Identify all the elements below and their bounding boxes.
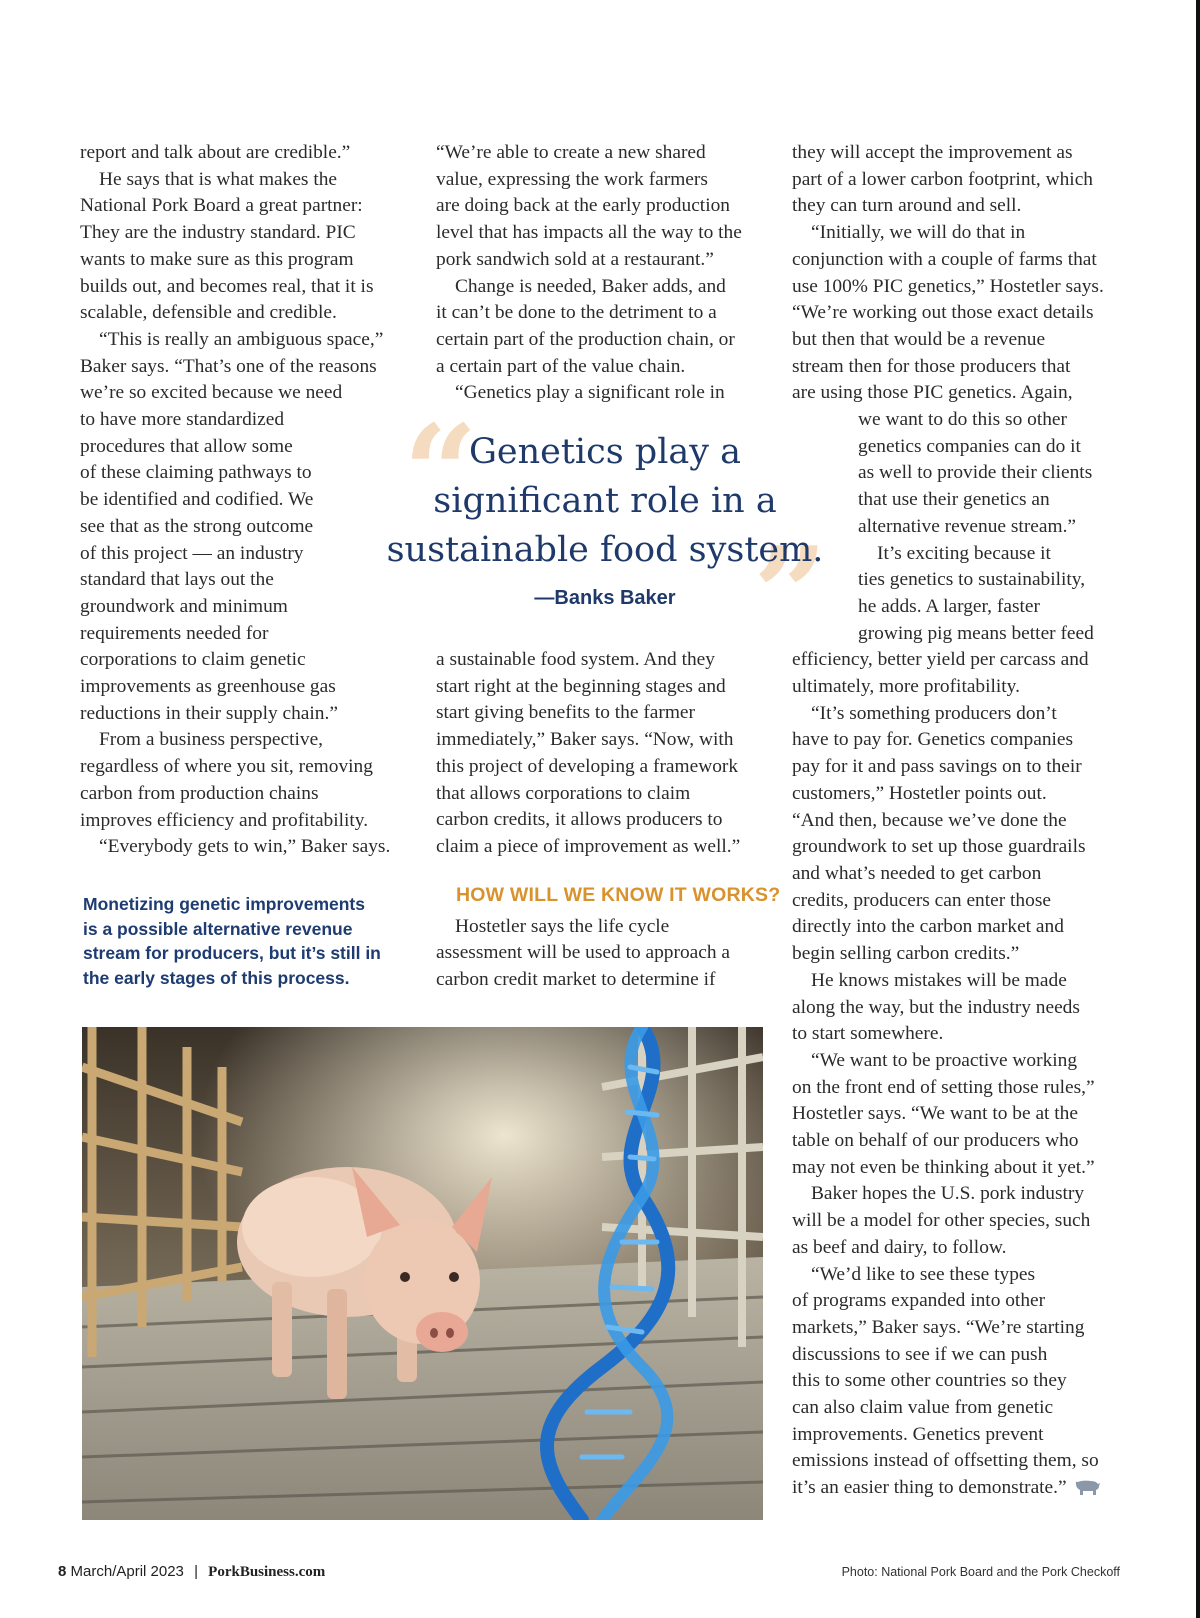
text-line: to start somewhere. xyxy=(792,1023,944,1045)
text-line: regardless of where you sit, removing xyxy=(80,756,373,778)
text-line: be identified and codified. We xyxy=(80,489,314,511)
article-column-1 xyxy=(80,140,410,861)
text-line: improvements as greenhouse gas xyxy=(80,676,336,698)
text-line: as well to provide their clients xyxy=(858,462,1093,484)
text-line: ultimately, more profitability. xyxy=(792,676,1020,698)
text-line: they will accept the improvement as xyxy=(792,142,1073,163)
text-line: start giving benefits to the farmer xyxy=(436,702,695,724)
text-line: this project of developing a framework xyxy=(436,755,739,777)
photo-credit: Photo: National Pork Board and the Pork Checkoff xyxy=(841,1565,1120,1579)
text-line: value, expressing the work farmers xyxy=(436,168,708,190)
article-column-3 xyxy=(792,140,1132,1502)
pull-quote-line: Genetics play a xyxy=(468,432,742,472)
text-line: “This is really an ambiguous space,” xyxy=(99,328,384,350)
text-line: From a business perspective, xyxy=(99,729,324,751)
text-line: claim a piece of improvement as well.” xyxy=(436,835,741,857)
text-line: He says that is what makes the xyxy=(99,168,338,190)
text-line: “We’re able to create a new shared xyxy=(436,142,706,163)
photo-caption xyxy=(83,892,393,990)
text-line: builds out, and becomes real, that it is xyxy=(80,275,374,297)
text-line: are doing back at the early production xyxy=(436,195,730,217)
pig-icon xyxy=(1073,1478,1101,1496)
text-line xyxy=(792,1475,1132,1502)
caption-line: Monetizing genetic improvements xyxy=(83,894,365,914)
text-line: pork sandwich sold at a restaurant.” xyxy=(436,248,714,270)
text-line: this to some other countries so they xyxy=(792,1370,1067,1392)
text-line: “We’re working out those exact details xyxy=(792,302,1094,324)
text-line: carbon credit market to determine if xyxy=(436,969,716,991)
text-line: scalable, defensible and credible. xyxy=(80,302,337,324)
article-column-2 xyxy=(436,140,766,407)
text-line: that allows corporations to claim xyxy=(436,782,691,804)
text-line: table on behalf of our producers who xyxy=(792,1130,1079,1152)
text-line: immediately,” Baker says. “Now, with xyxy=(436,729,734,751)
text-line: It’s exciting because it xyxy=(877,542,1051,564)
text-line: discussions to see if we can push xyxy=(792,1343,1048,1365)
text-line: reductions in their supply chain.” xyxy=(80,702,338,724)
text-line: and what’s needed to get carbon xyxy=(792,862,1042,884)
text-line: part of a lower carbon footprint, which xyxy=(792,168,1093,190)
text-line: a certain part of the value chain. xyxy=(436,355,686,377)
text-line: They are the industry standard. PIC xyxy=(80,222,356,244)
text-line: may not even be thinking about it yet.” xyxy=(792,1156,1095,1178)
text-line: of programs expanded into other xyxy=(792,1290,1046,1312)
footer-separator: | xyxy=(194,1563,198,1580)
text-line: Change is needed, Baker adds, and xyxy=(455,275,726,297)
text-line: certain part of the production chain, or xyxy=(436,328,735,350)
section-subhead: HOW WILL WE KNOW IT WORKS? xyxy=(456,884,781,906)
text-line: efficiency, better yield per carcass and xyxy=(792,649,1089,671)
text-line: that use their genetics an xyxy=(858,489,1050,511)
text-line: alternative revenue stream.” xyxy=(858,515,1077,537)
text-line: procedures that allow some xyxy=(80,435,293,457)
text-line: growing pig means better feed xyxy=(858,622,1094,644)
text-line: “Everybody gets to win,” Baker says. xyxy=(99,836,391,858)
pull-quote xyxy=(385,428,825,610)
text-line: National Pork Board a great partner: xyxy=(80,195,363,217)
caption-line: is a possible alternative revenue xyxy=(83,918,353,939)
text-line: “Genetics play a significant role in xyxy=(455,382,725,404)
text-line: markets,” Baker says. “We’re starting xyxy=(792,1316,1085,1338)
text-line: report and talk about are credible.” xyxy=(80,142,351,163)
close-quote-mark: ” xyxy=(753,518,828,671)
text-line: improvements. Genetics prevent xyxy=(792,1423,1044,1445)
text-line: see that as the strong outcome xyxy=(80,515,314,537)
text-line: Baker says. “That’s one of the reasons xyxy=(80,355,377,377)
text-line: as beef and dairy, to follow. xyxy=(792,1236,1007,1258)
text-line: start right at the beginning stages and xyxy=(436,675,726,697)
pull-quote-line: sustainable food system. xyxy=(386,530,824,570)
page-footer xyxy=(58,1563,325,1581)
text-line: begin selling carbon credits.” xyxy=(792,943,1020,965)
text-line: of this project — an industry xyxy=(80,542,304,564)
text-line: corporations to claim genetic xyxy=(80,649,306,671)
text-line: we’re so excited because we need xyxy=(80,382,343,404)
text-line: but then that would be a revenue xyxy=(792,328,1046,350)
text-line: ties genetics to sustainability, xyxy=(858,569,1086,591)
pull-quote-attribution: —Banks Baker xyxy=(534,587,676,609)
text-line: he adds. A larger, faster xyxy=(858,595,1040,617)
text-line: carbon from production chains xyxy=(80,782,319,804)
text-line: Hostetler says the life cycle xyxy=(455,915,670,937)
text-line: have to pay for. Genetics companies xyxy=(792,729,1074,751)
pig-dna-illustration xyxy=(82,1027,763,1520)
text-line: to have more standardized xyxy=(80,409,285,431)
site-name: PorkBusiness.com xyxy=(208,1564,326,1580)
text-line: use 100% PIC genetics,” Hostetler says. xyxy=(792,275,1104,297)
text-line: level that has impacts all the way to the xyxy=(436,222,742,244)
article-column-2-continued xyxy=(436,647,766,994)
text-line: stream then for those producers that xyxy=(792,355,1071,377)
caption-line: the early stages of this process. xyxy=(83,967,350,988)
text-line: standard that lays out the xyxy=(80,569,274,591)
text-line: “We’d like to see these types xyxy=(811,1263,1036,1285)
issue-date: March/April 2023 xyxy=(70,1563,184,1580)
text-line-content: it’s an easier thing to demonstrate.” xyxy=(792,1477,1067,1499)
text-line: groundwork to set up those guardrails xyxy=(792,836,1086,858)
text-line: it can’t be done to the detriment to a xyxy=(436,302,717,324)
text-line: genetics companies can do it xyxy=(858,435,1081,457)
caption-line: stream for producers, but it’s still in xyxy=(83,943,381,963)
open-quote-mark: “ xyxy=(403,396,478,549)
text-line: will be a model for other species, such xyxy=(792,1210,1091,1232)
text-line: of these claiming pathways to xyxy=(80,462,312,484)
page-edge-rule xyxy=(1196,0,1200,1618)
page-number: 8 xyxy=(58,1563,67,1580)
text-line: Baker hopes the U.S. pork industry xyxy=(811,1183,1085,1205)
text-line: conjunction with a couple of farms that xyxy=(792,248,1097,270)
text-line: “And then, because we’ve done the xyxy=(792,809,1067,831)
text-line: “Initially, we will do that in xyxy=(811,222,1026,244)
text-line: Hostetler says. “We want to be at the xyxy=(792,1103,1078,1125)
text-line: pay for it and pass savings on to their xyxy=(792,756,1082,778)
text-line: can also claim value from genetic xyxy=(792,1397,1054,1419)
text-line: along the way, but the industry needs xyxy=(792,996,1080,1018)
text-line: assessment will be used to approach a xyxy=(436,942,731,964)
text-line: we want to do this so other xyxy=(858,409,1067,431)
pull-quote-text xyxy=(385,428,825,575)
article-photo xyxy=(82,1027,763,1520)
text-line: customers,” Hostetler points out. xyxy=(792,782,1047,804)
text-line: wants to make sure as this program xyxy=(80,248,354,270)
text-line: on the front end of setting those rules,” xyxy=(792,1076,1095,1098)
text-line: “We want to be proactive working xyxy=(811,1049,1078,1071)
text-line: improves efficiency and profitability. xyxy=(80,809,369,831)
text-line: they can turn around and sell. xyxy=(792,195,1022,217)
text-line: “It’s something producers don’t xyxy=(811,702,1057,724)
text-line: carbon credits, it allows producers to xyxy=(436,809,723,831)
text-line: emissions instead of offsetting them, so xyxy=(792,1450,1099,1472)
text-line: directly into the carbon market and xyxy=(792,916,1064,938)
text-line: groundwork and minimum xyxy=(80,595,288,617)
text-line: a sustainable food system. And they xyxy=(436,649,715,670)
pull-quote-line: significant role in a xyxy=(433,481,777,521)
text-line: are using those PIC genetics. Again, xyxy=(792,382,1073,404)
text-line: credits, producers can enter those xyxy=(792,889,1051,911)
text-line: He knows mistakes will be made xyxy=(811,969,1067,991)
text-line: requirements needed for xyxy=(80,622,269,644)
